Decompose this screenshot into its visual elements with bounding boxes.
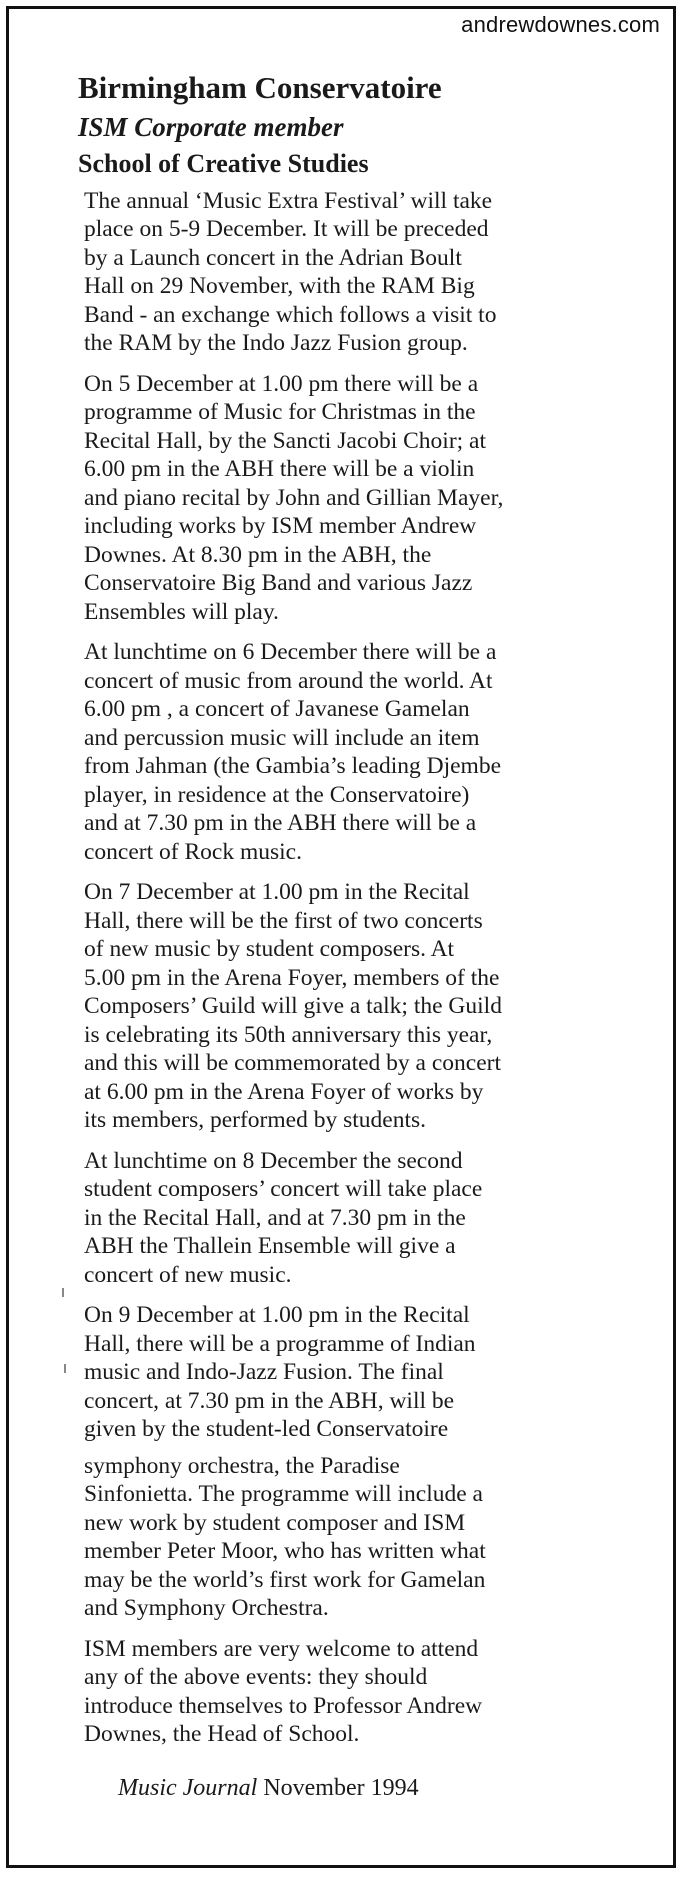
paragraph-festival-intro: The annual ‘Music Extra Festival’ will take place on 5-9 December. It will be preceded by a Launch concert in the Adrian Boult Hall on 29 November, with the RAM Big Band - an exchange which follows a visit to the RAM by the Indo Jazz Fusion group. <box>84 187 497 357</box>
site-url: andrewdownes.com <box>461 12 660 37</box>
article <box>78 70 638 1761</box>
paragraph-7-december: On 7 December at 1.00 pm in the Recital Hall, there will be the first of two concerts of new music by student composers. At 5.00 pm in the Arena Foyer, members of the Composers’ Guild will give a talk; the Guild is celebrating its 50th anniversary this year, and this will be commemorated by a concert at 6.00 pm in the Arena Foyer of works by its members, performed by students. <box>84 879 502 1134</box>
issue-date: November 1994 <box>263 1775 419 1801</box>
scan-mark <box>62 1288 64 1297</box>
paragraph-ism-welcome: ISM members are very welcome to attend any of the above events: they should introduce themselves to Professor Andrew Downes, the Head of School. <box>84 1635 483 1748</box>
paragraph-9-december: On 9 December at 1.00 pm in the Recital Hall, there will be a programme of Indian music and Indo-Jazz Fusion. The final concert, at 7.30 pm in the ABH, will be given by the student-led Conservatoire <box>84 1302 476 1443</box>
paragraph-sinfonietta: symphony orchestra, the Paradise Sinfonietta. The programme will include a new work by student composer and ISM member Peter Moor, who has written what may be the world’s first work for Gamelan and Symphony Orchestra. <box>84 1452 486 1622</box>
scan-mark <box>64 1364 66 1373</box>
article-title: Birmingham Conservatoire <box>78 70 442 105</box>
section-heading: School of Creative Studies <box>78 148 369 178</box>
journal-name: Music Journal <box>118 1775 258 1801</box>
paragraph-5-december: On 5 December at 1.00 pm there will be a programme of Music for Christmas in the Recital Hall, by the Sancti Jacobi Choir; at 6.00 pm in the ABH there will be a violin and piano recital by John and Gillian Mayer, including works by ISM member Andrew Downes. At 8.30 pm in the ABH, the Conservatoire Big Band and various Jazz Ensembles will play. <box>84 370 504 625</box>
source-citation <box>118 1774 419 1802</box>
paragraph-8-december: At lunchtime on 8 December the second student composers’ concert will take place in the Recital Hall, and at 7.30 pm in the ABH the Thallein Ensemble will give a concert of new music. <box>84 1147 483 1288</box>
paragraph-6-december: At lunchtime on 6 December there will be a concert of music from around the world. At 6.00 pm , a concert of Javanese Gamelan and percussion music will include an item from Jahman (the Gambia’s leading Djembe player, in residence at the Conservatoire) and at 7.30 pm in the ABH there will be a concert of Rock music. <box>84 639 501 865</box>
article-subtitle: ISM Corporate member <box>78 111 344 142</box>
